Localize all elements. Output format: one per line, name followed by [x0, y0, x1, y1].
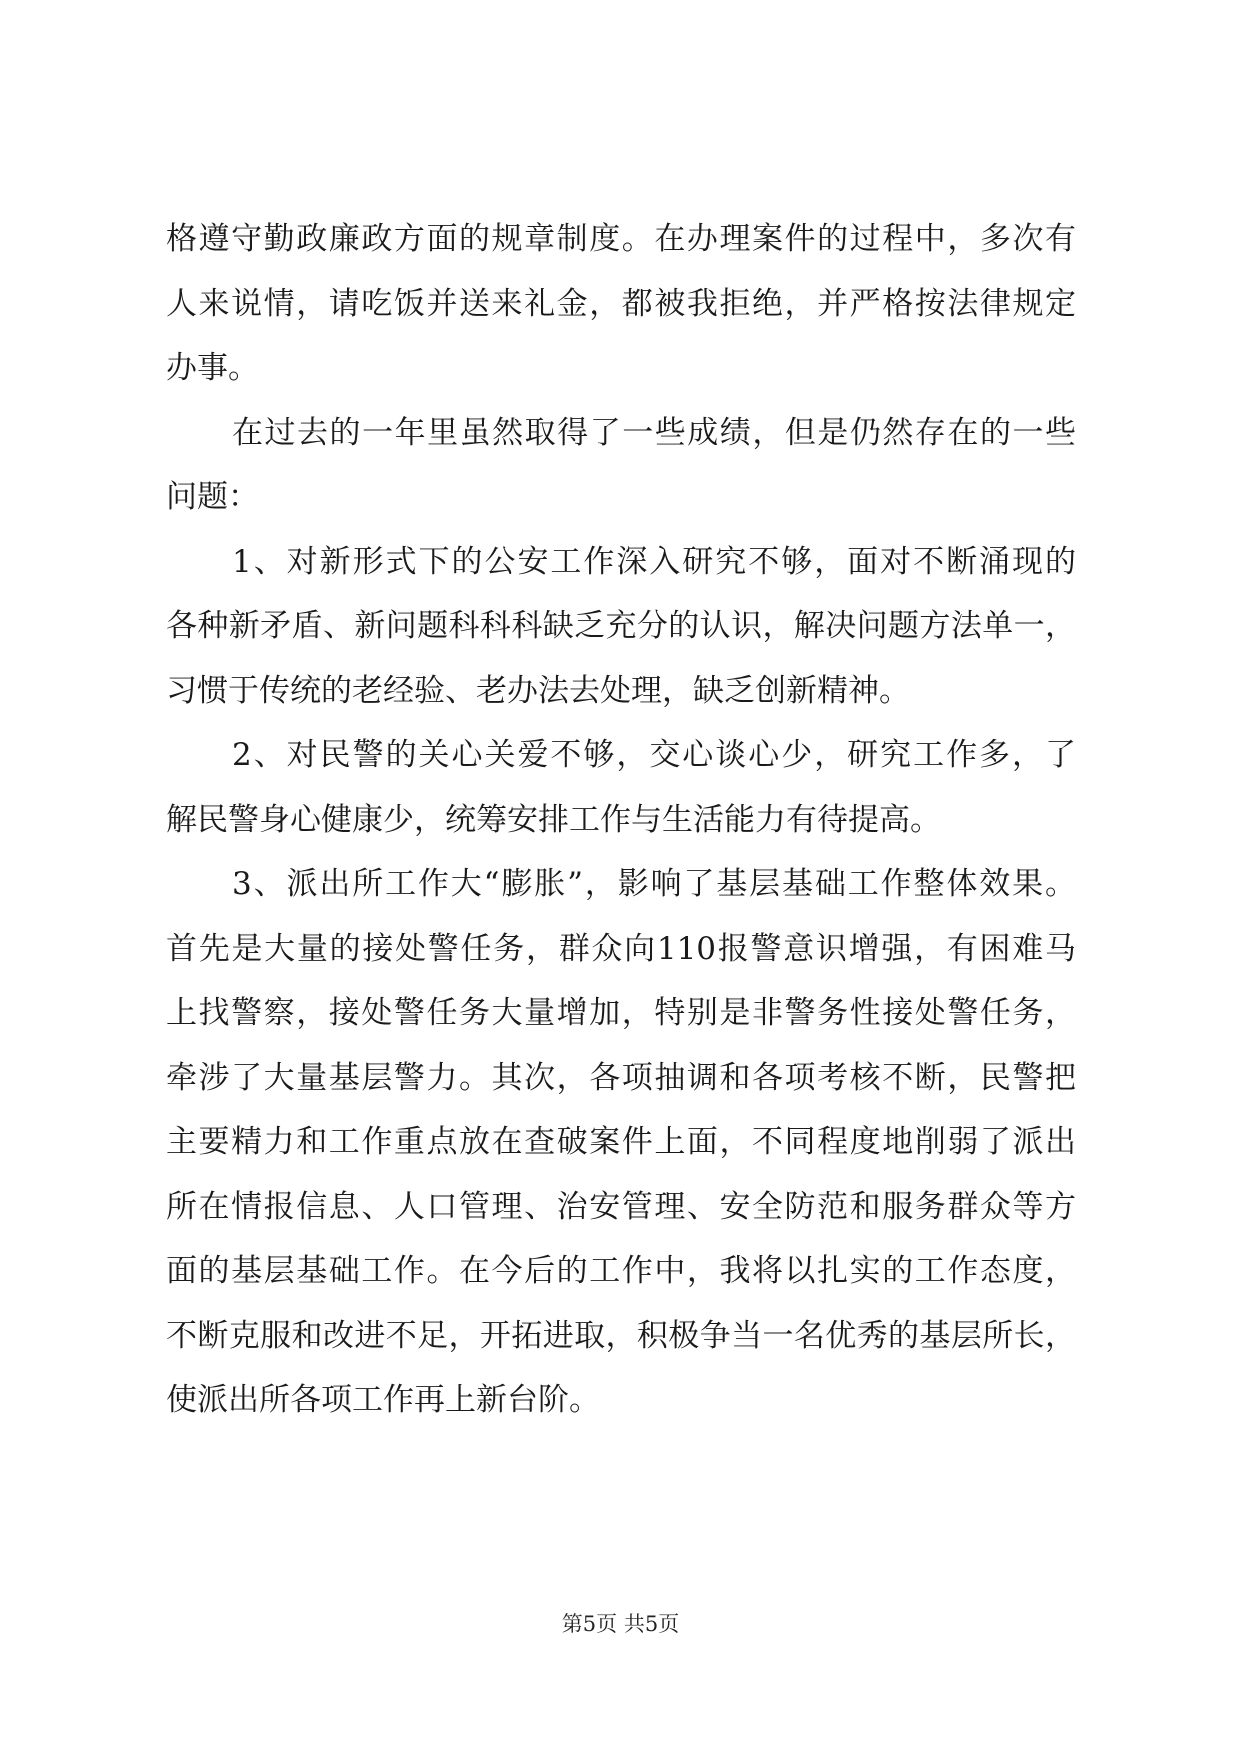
body-line-8: 习惯于传统的老经验、老办法去处理，缺乏创新精神。: [166, 673, 910, 709]
body-line-17: 面的基层基础工作。在今后的工作中，我将以扎实的工作态度，: [166, 1253, 1076, 1289]
body-line-12: 首先是大量的接处警任务，群众向110报警意识增强，有困难马: [166, 931, 1076, 967]
body-line-5: 问题：: [166, 479, 259, 515]
body-line-11: 3、派出所工作大“膨胀”，影响了基层基础工作整体效果。: [232, 866, 1076, 902]
body-line-3: 办事。: [166, 350, 259, 386]
body-line-9: 2、对民警的关心关爱不够，交心谈心少，研究工作多，了: [232, 737, 1076, 773]
body-line-16: 所在情报信息、人口管理、治安管理、安全防范和服务群众等方: [166, 1189, 1076, 1225]
body-line-4: 在过去的一年里虽然取得了一些成绩，但是仍然存在的一些: [232, 415, 1076, 451]
body-line-18: 不断克服和改进不足，开拓进取，积极争当一名优秀的基层所长，: [166, 1318, 1076, 1354]
body-line-2: 人来说情，请吃饭并送来礼金，都被我拒绝，并严格按法律规定: [166, 286, 1076, 322]
body-line-6: 1、对新形式下的公安工作深入研究不够，面对不断涌现的: [232, 544, 1076, 580]
body-line-15: 主要精力和工作重点放在查破案件上面，不同程度地削弱了派出: [166, 1124, 1076, 1160]
body-line-19: 使派出所各项工作再上新台阶。: [166, 1382, 600, 1418]
body-line-14: 牵涉了大量基层警力。其次，各项抽调和各项考核不断，民警把: [166, 1060, 1076, 1096]
body-line-7: 各种新矛盾、新问题科科科缺乏充分的认识，解决问题方法单一，: [166, 608, 1076, 644]
body-line-10: 解民警身心健康少，统筹安排工作与生活能力有待提高。: [166, 802, 941, 838]
body-line-13: 上找警察，接处警任务大量增加，特别是非警务性接处警任务，: [166, 995, 1076, 1031]
page-number-footer: 第5页 共5页: [561, 1612, 680, 1636]
body-line-1: 格遵守勤政廉政方面的规章制度。在办理案件的过程中，多次有: [166, 221, 1076, 257]
